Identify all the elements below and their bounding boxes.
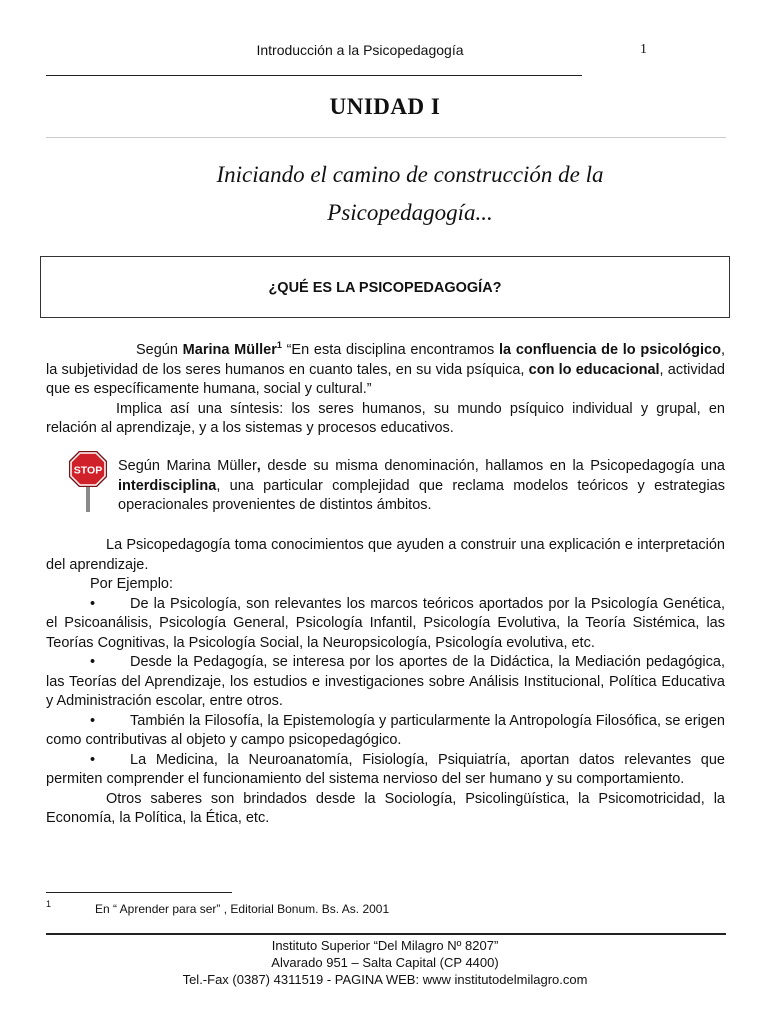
footer-line-2: Alvarado 951 – Salta Capital (CP 4400) (271, 955, 499, 970)
subtitle-line-1: Iniciando el camino de construcción de la (216, 162, 604, 187)
bullet-icon: • (90, 751, 96, 768)
footer-line-3: Tel.-Fax (0387) 4311519 - PAGINA WEB: www institutodelmilagro.com (182, 972, 588, 987)
text-run: Según (136, 342, 183, 358)
stop-sign-label: STOP (73, 464, 103, 477)
running-header-title: Introducción a la Psicopedagogía (256, 42, 464, 58)
list-item-text: De la Psicología, son relevantes los marcos teóricos aportados por la Psicología Genética, el Psicoanálisis, Psicología General, Psicología Infantil, Psicología Evolutiva, la Teoría Sistémica, las Teorías Cognitivas, la Psicología Social, la Neuropsicología, Psicología evolutiva, etc. (46, 595, 725, 651)
footnote-number: 1 (46, 899, 52, 909)
bold-phrase: la confluencia de lo psicológico (498, 342, 721, 358)
header-divider (46, 75, 582, 76)
body-paragraph-2: Implica así una síntesis: los seres humanos, su mundo psíquico individual y grupal, en relación al aprendizaje, y a los sistemas y procesos educativos. (46, 400, 725, 436)
unit-divider (46, 137, 726, 138)
body-paragraph-1 (46, 341, 725, 439)
bullet-icon: • (90, 712, 96, 729)
bullet-icon: • (90, 595, 96, 612)
unit-title: UNIDAD I (329, 94, 441, 119)
stop-sign-icon (68, 450, 108, 512)
list-item-text: También la Filosofía, la Epistemología y particularmente la Antropología Filosófica, se erigen como contributivas al objeto y campo psicopedagógico. (46, 712, 725, 748)
text-run: “En esta disciplina encontramos (281, 342, 499, 358)
bold-phrase: con lo educacional (528, 361, 660, 378)
footnote-ref: 1 (276, 340, 282, 351)
text-run: , la subjetividad de los seres humanos en cuanto tales, en su vida psíquica, (46, 342, 725, 378)
page-number: 1 (640, 42, 647, 57)
example-label: Por Ejemplo: (90, 576, 174, 592)
body-paragraph-3: La Psicopedagogía toma conocimientos que ayuden a construir una explicación e interpretación del aprendizaje. (46, 537, 725, 573)
text-run: Según Marina Müller (118, 458, 257, 474)
list-item-text: Desde la Pedagogía, se interesa por los aportes de la Didáctica, la Mediación pedagógica, las Teorías del Aprendizaje, los estudios e investigaciones sobre Análisis Institucional, Política Educativa y Administración escolar, entre otros. (46, 654, 725, 709)
bold-phrase: interdisciplina (118, 477, 217, 494)
section-heading-box (40, 256, 730, 318)
list-item (46, 712, 725, 751)
stop-note (118, 457, 725, 516)
text-run: , una particular complejidad que reclama modelos teóricos y estrategias operacionales provenientes de distintos ámbitos. (118, 477, 725, 513)
list-item (46, 653, 725, 712)
list-item-text: La Medicina, la Neuroanatomía, Fisiología, Psiquiatría, aportan datos relevantes que permiten comprender el funcionamiento del sistema nervioso del ser humano y su comportamiento. (46, 751, 725, 787)
list-item (46, 751, 725, 790)
bullet-icon: • (90, 654, 96, 670)
subtitle-line-2: Psicopedagogía... (327, 200, 493, 225)
text-run: , (256, 458, 261, 474)
footer-divider (46, 933, 726, 935)
footer-line-1: Instituto Superior “Del Milagro Nº 8207” (271, 938, 499, 953)
text-run: desde su misma denominación, hallamos en la Psicopedagogía una (260, 458, 725, 474)
body-paragraph-4: Otros saberes son brindados desde la Sociología, Psicolingüística, la Psicomotricidad, la Economía, la Política, la Ética, etc. (46, 790, 725, 826)
list-item (46, 595, 725, 654)
footnote-divider (46, 892, 232, 893)
footnote-text: En “ Aprender para ser” , Editorial Bonum. Bs. As. 2001 (95, 902, 390, 916)
section-heading: ¿QUÉ ES LA PSICOPEDAGOGÍA? (268, 280, 502, 296)
body-section-examples (46, 536, 725, 829)
text-run: , actividad que es específicamente humana, social y cultural.” (46, 361, 725, 397)
author-name: Marina Müller (182, 342, 277, 358)
